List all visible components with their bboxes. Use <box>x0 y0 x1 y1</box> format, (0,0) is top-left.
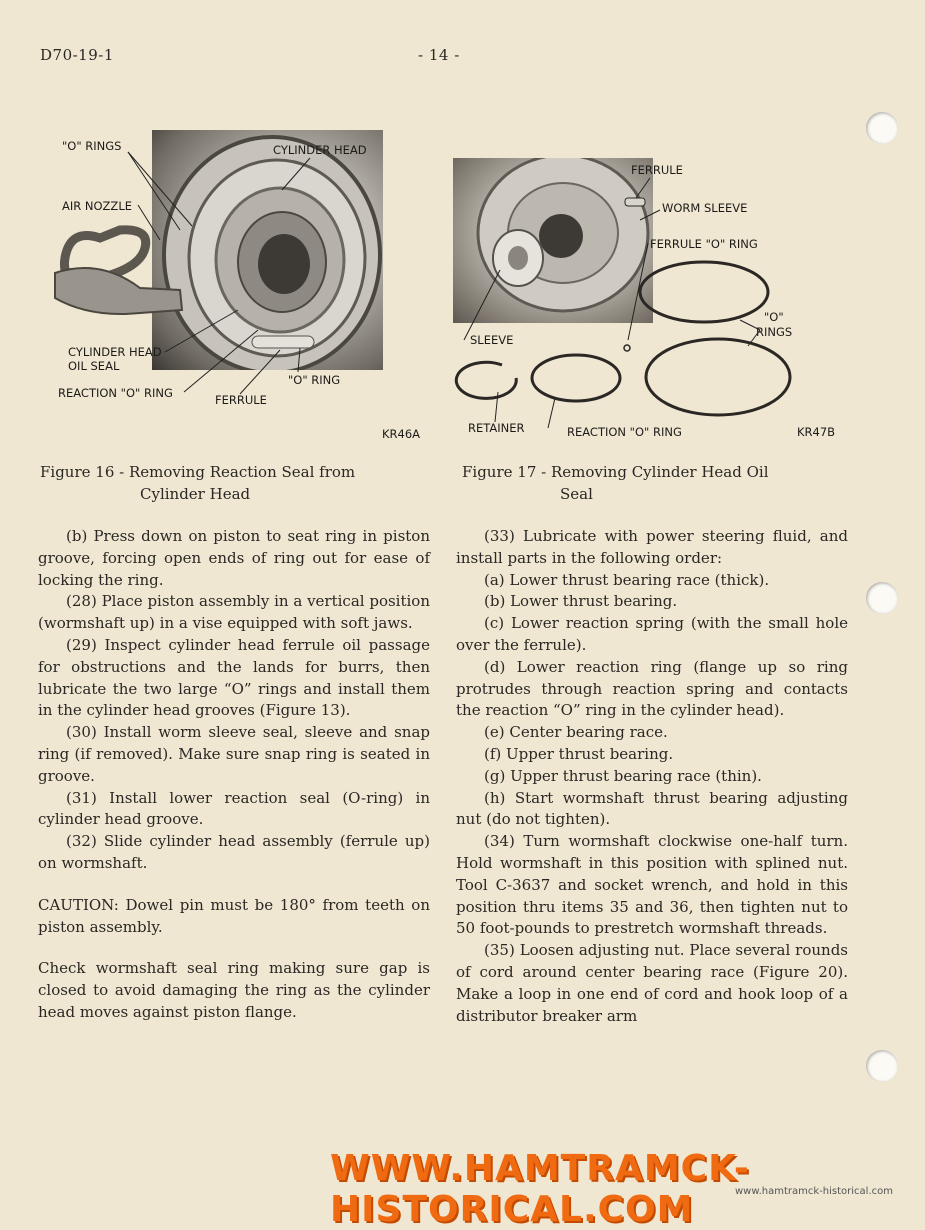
figure-17-caption-line2: Seal <box>560 485 593 503</box>
step-b-paragraph: (b) Press down on piston to seat ring in piston groove, forcing open ends of ring out for ease of locking the ring. <box>38 527 430 589</box>
caution-note: CAUTION: Dowel pin must be 180° from teeth on piston assembly. <box>38 895 430 936</box>
step-33f: (f) Upper thrust bearing. <box>484 744 674 763</box>
step-32-paragraph: (32) Slide cylinder head assembly (ferrule up) on wormshaft. <box>38 832 430 872</box>
step-33d: (d) Lower reaction ring (flange up so ring protrudes through reaction spring and contacts the reaction “O” ring in the cylinder head). <box>456 657 848 720</box>
fig16-label-air-nozzle: AIR NOZZLE <box>62 199 132 213</box>
binder-hole-top <box>866 112 898 144</box>
figure-17-photo <box>453 158 653 323</box>
fig17-label-ferrule: FERRULE <box>631 163 683 177</box>
fig17-code: KR47B <box>797 425 836 439</box>
figure-16-caption-line1: Figure 16 - Removing Reaction Seal from <box>40 463 356 481</box>
fig17-label-rings: RINGS <box>756 325 793 339</box>
step-33h: (h) Start wormshaft thrust bearing adjusting nut (do not tighten). <box>456 788 848 829</box>
document-id: D70-19-1 <box>40 46 114 64</box>
fig16-label-cylinder-head: CYLINDER HEAD <box>273 143 367 157</box>
left-text-column <box>38 526 430 1024</box>
step-33b: (b) Lower thrust bearing. <box>484 592 678 611</box>
site-watermark-small: www.hamtramck-historical.com <box>735 1186 893 1197</box>
fig17-label-reaction-o-ring: REACTION "O" RING <box>567 425 682 439</box>
step-30-paragraph: (30) Install worm sleeve seal, sleeve and snap ring (if removed). Make sure snap ring is seated in groove. <box>38 723 430 785</box>
step-33e: (e) Center bearing race. <box>484 723 668 742</box>
fig17-label-sleeve: SLEEVE <box>470 333 514 347</box>
step-28-paragraph: (28) Place piston assembly in a vertical position (wormshaft up) in a vise equipped with soft jaws. <box>38 592 430 633</box>
step-33a: (a) Lower thrust bearing race (thick). <box>484 570 770 589</box>
fig17-label-ferrule-o-ring: FERRULE "O" RING <box>650 237 758 251</box>
fig17-label-worm-sleeve: WORM SLEEVE <box>662 201 748 215</box>
fig16-label-o-ring: "O" RING <box>288 373 341 387</box>
page-number: - 14 - <box>418 46 460 64</box>
step-33-paragraph: (33) Lubricate with power steering fluid, and install parts in the following order: <box>456 527 848 567</box>
fig17-label-o: "O" <box>764 310 784 324</box>
step-29-paragraph: (29) Inspect cylinder head ferrule oil passage for obstructions and the lands for burrs, then lubricate the two large “O” rings and install them in the cylinder head grooves (Figure 13). <box>38 635 430 720</box>
binder-hole-middle <box>866 582 898 614</box>
step-33c: (c) Lower reaction spring (with the small hole over the ferrule). <box>456 614 848 654</box>
step-34-paragraph: (34) Turn wormshaft clockwise one-half turn. Hold wormshaft in this position with splined nut. Tool C-3637 and socket wrench, and hold in this position thru items 35 and 36, then tighten nut to 50 foot-pounds to prestretch wormshaft threads. <box>456 832 848 938</box>
fig16-label-oil-seal-line2: OIL SEAL <box>68 359 120 373</box>
fig16-label-reaction-o-ring: REACTION "O" RING <box>58 386 173 400</box>
air-nozzle-drawing <box>50 218 190 348</box>
right-text-column <box>456 526 848 1027</box>
step-33g: (g) Upper thrust bearing race (thin). <box>484 766 762 785</box>
figure-17-caption-line1: Figure 17 - Removing Cylinder Head Oil <box>462 463 769 481</box>
step-35-paragraph: (35) Loosen adjusting nut. Place several rounds of cord around center bearing race (Figure 20). Make a loop in one end of cord and hook loop of a distributor breaker arm <box>456 941 848 1025</box>
site-watermark: WWW.HAMTRAMCK-HISTORICAL.COM <box>330 1148 750 1230</box>
step-31-paragraph: (31) Install lower reaction seal (O-ring) in cylinder head groove. <box>38 788 430 829</box>
fig16-code: KR46A <box>382 427 421 441</box>
check-note: Check wormshaft seal ring making sure gap is closed to avoid damaging the ring as the cylinder head moves against piston flange. <box>38 959 430 1021</box>
fig16-label-oil-seal-line1: CYLINDER HEAD <box>68 345 162 359</box>
fig16-label-ferrule: FERRULE <box>215 393 267 407</box>
fig17-label-retainer: RETAINER <box>468 421 525 435</box>
fig16-label-o-rings: "O" RINGS <box>62 139 122 153</box>
figure-16-caption-line2: Cylinder Head <box>140 485 251 503</box>
binder-hole-bottom <box>866 1050 898 1082</box>
